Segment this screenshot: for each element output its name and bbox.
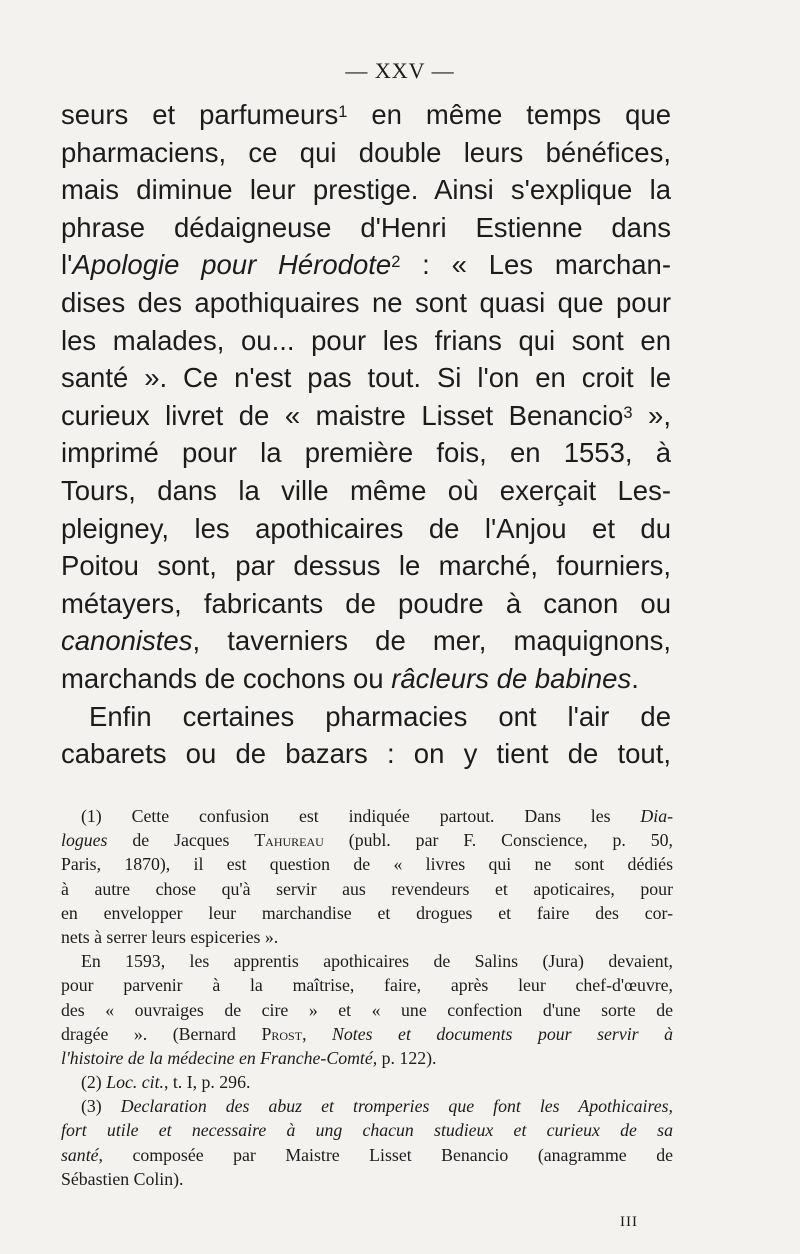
footnote-line: pour parvenir à la maîtrise, faire, après leur chef-d'œuvre, <box>61 975 673 996</box>
text-fragment: », <box>632 399 671 431</box>
text-fragment: (1) Cette confusion est indiquée partout. Dans les <box>81 806 641 826</box>
footnote-line: des « ouvraiges de cire » et « une confection d'une sorte de <box>61 999 673 1020</box>
footnote-ref: 2 <box>391 253 401 272</box>
text-fragment: , taverniers de mer, maquignons, <box>192 625 671 657</box>
italic-term: logues <box>61 830 108 851</box>
italic-term: l'histoire de la médecine en Franche-Comté, <box>61 1047 378 1068</box>
text-fragment: : « Les marchan- <box>400 249 672 281</box>
text-line <box>61 660 671 698</box>
author-name: Tahureau <box>254 830 324 851</box>
italic-term: râcleurs de babines <box>391 662 632 694</box>
italic-term: santé <box>61 1144 99 1165</box>
text-line: dises des apothiquaires ne sont quasi que pour <box>61 286 671 318</box>
footnote-ref: 3 <box>623 403 633 422</box>
text-line: pleigney, les apothicaires de l'Anjou et du <box>61 512 671 544</box>
italic-term: fort utile et necessaire à ung chacun studieux et curieux de sa <box>61 1120 673 1141</box>
text-line: santé ». Ce n'est pas tout. Si l'on en croit le <box>61 362 671 394</box>
text-fragment: dragée ». (Bernard <box>61 1023 262 1044</box>
text-fragment: , <box>302 1023 333 1044</box>
text-line: Enfin certaines pharmacies ont l'air de <box>89 700 671 732</box>
text-fragment: , composée par Maistre Lisset Benancio (anagramme de <box>98 1144 673 1165</box>
italic-term: canonistes <box>61 625 193 657</box>
text-line <box>61 622 671 660</box>
italic-term: Dia- <box>640 806 673 826</box>
author-name: Prost <box>261 1023 303 1044</box>
italic-term: Notes et documents pour servir à <box>332 1023 673 1044</box>
text-line <box>61 96 671 134</box>
text-fragment: de Jacques <box>107 830 255 851</box>
footnote-line: Sébastien Colin). <box>61 1168 184 1189</box>
text-fragment: (3) <box>81 1096 121 1117</box>
footnote-line <box>61 1094 673 1118</box>
text-fragment: (publ. par F. Conscience, p. 50, <box>323 830 673 851</box>
footnote-line <box>61 1118 673 1142</box>
footnote-line: en envelopper leur marchandise et drogues et faire des cor- <box>61 902 673 923</box>
footnote-line: nets à serrer leurs espiceries ». <box>61 926 279 947</box>
footnote-line <box>61 1046 673 1070</box>
footnote-line <box>61 828 673 852</box>
text-line: métayers, fabricants de poudre à canon ou <box>61 587 671 619</box>
text-line: pharmaciens, ce qui double leurs bénéfices, <box>61 136 671 168</box>
text-line: mais diminue leur prestige. Ainsi s'explique la <box>61 174 671 206</box>
text-fragment: l' <box>61 249 73 281</box>
text-line: cabarets ou de bazars : on y tient de tout, <box>61 738 671 770</box>
italic-term: Loc. cit. <box>106 1072 164 1093</box>
footnote-line <box>61 1022 673 1046</box>
footnote-line <box>61 1143 673 1167</box>
book-title: Apologie pour Hérodote <box>72 249 392 281</box>
text-fragment: , t. I, p. 296. <box>163 1072 251 1093</box>
text-fragment: p. 122). <box>377 1047 437 1068</box>
footnotes <box>61 804 673 1191</box>
text-line: Poitou sont, par dessus le marché, fourniers, <box>61 550 671 582</box>
text-line <box>61 246 671 284</box>
footnote-line: à autre chose qu'à servir aus revendeurs et apoticaires, pour <box>61 878 673 899</box>
footnote-line: Paris, 1870), il est question de « livres qui ne sont dédiés <box>61 854 673 875</box>
text-line: phrase dédaigneuse d'Henri Estienne dans <box>61 211 671 243</box>
text-fragment: en même temps que <box>347 99 672 130</box>
text-fragment: (2) <box>81 1072 107 1093</box>
italic-term: Declaration des abuz et tromperies que font les Apothicaires, <box>120 1096 673 1117</box>
footnote-ref: 1 <box>338 103 348 121</box>
text-line: Tours, dans la ville même où exerçait Les- <box>61 474 671 506</box>
text-line: les malades, ou... pour les frians qui sont en <box>61 324 671 356</box>
footnote-line <box>61 804 673 828</box>
text-fragment: seurs et parfumeurs <box>61 99 339 130</box>
running-head: — XXV — <box>345 58 455 83</box>
text-fragment: . <box>631 662 639 694</box>
text-line <box>61 397 671 435</box>
main-text <box>61 96 671 773</box>
footnote-line <box>61 1070 673 1094</box>
text-line: imprimé pour la première fois, en 1553, à <box>61 437 671 469</box>
signature-mark: III <box>620 1214 638 1230</box>
footnote-line: En 1593, les apprentis apothicaires de Salins (Jura) devaient, <box>81 951 673 972</box>
text-fragment: curieux livret de « maistre Lisset Benancio <box>61 399 624 431</box>
text-fragment: marchands de cochons ou <box>61 662 392 694</box>
